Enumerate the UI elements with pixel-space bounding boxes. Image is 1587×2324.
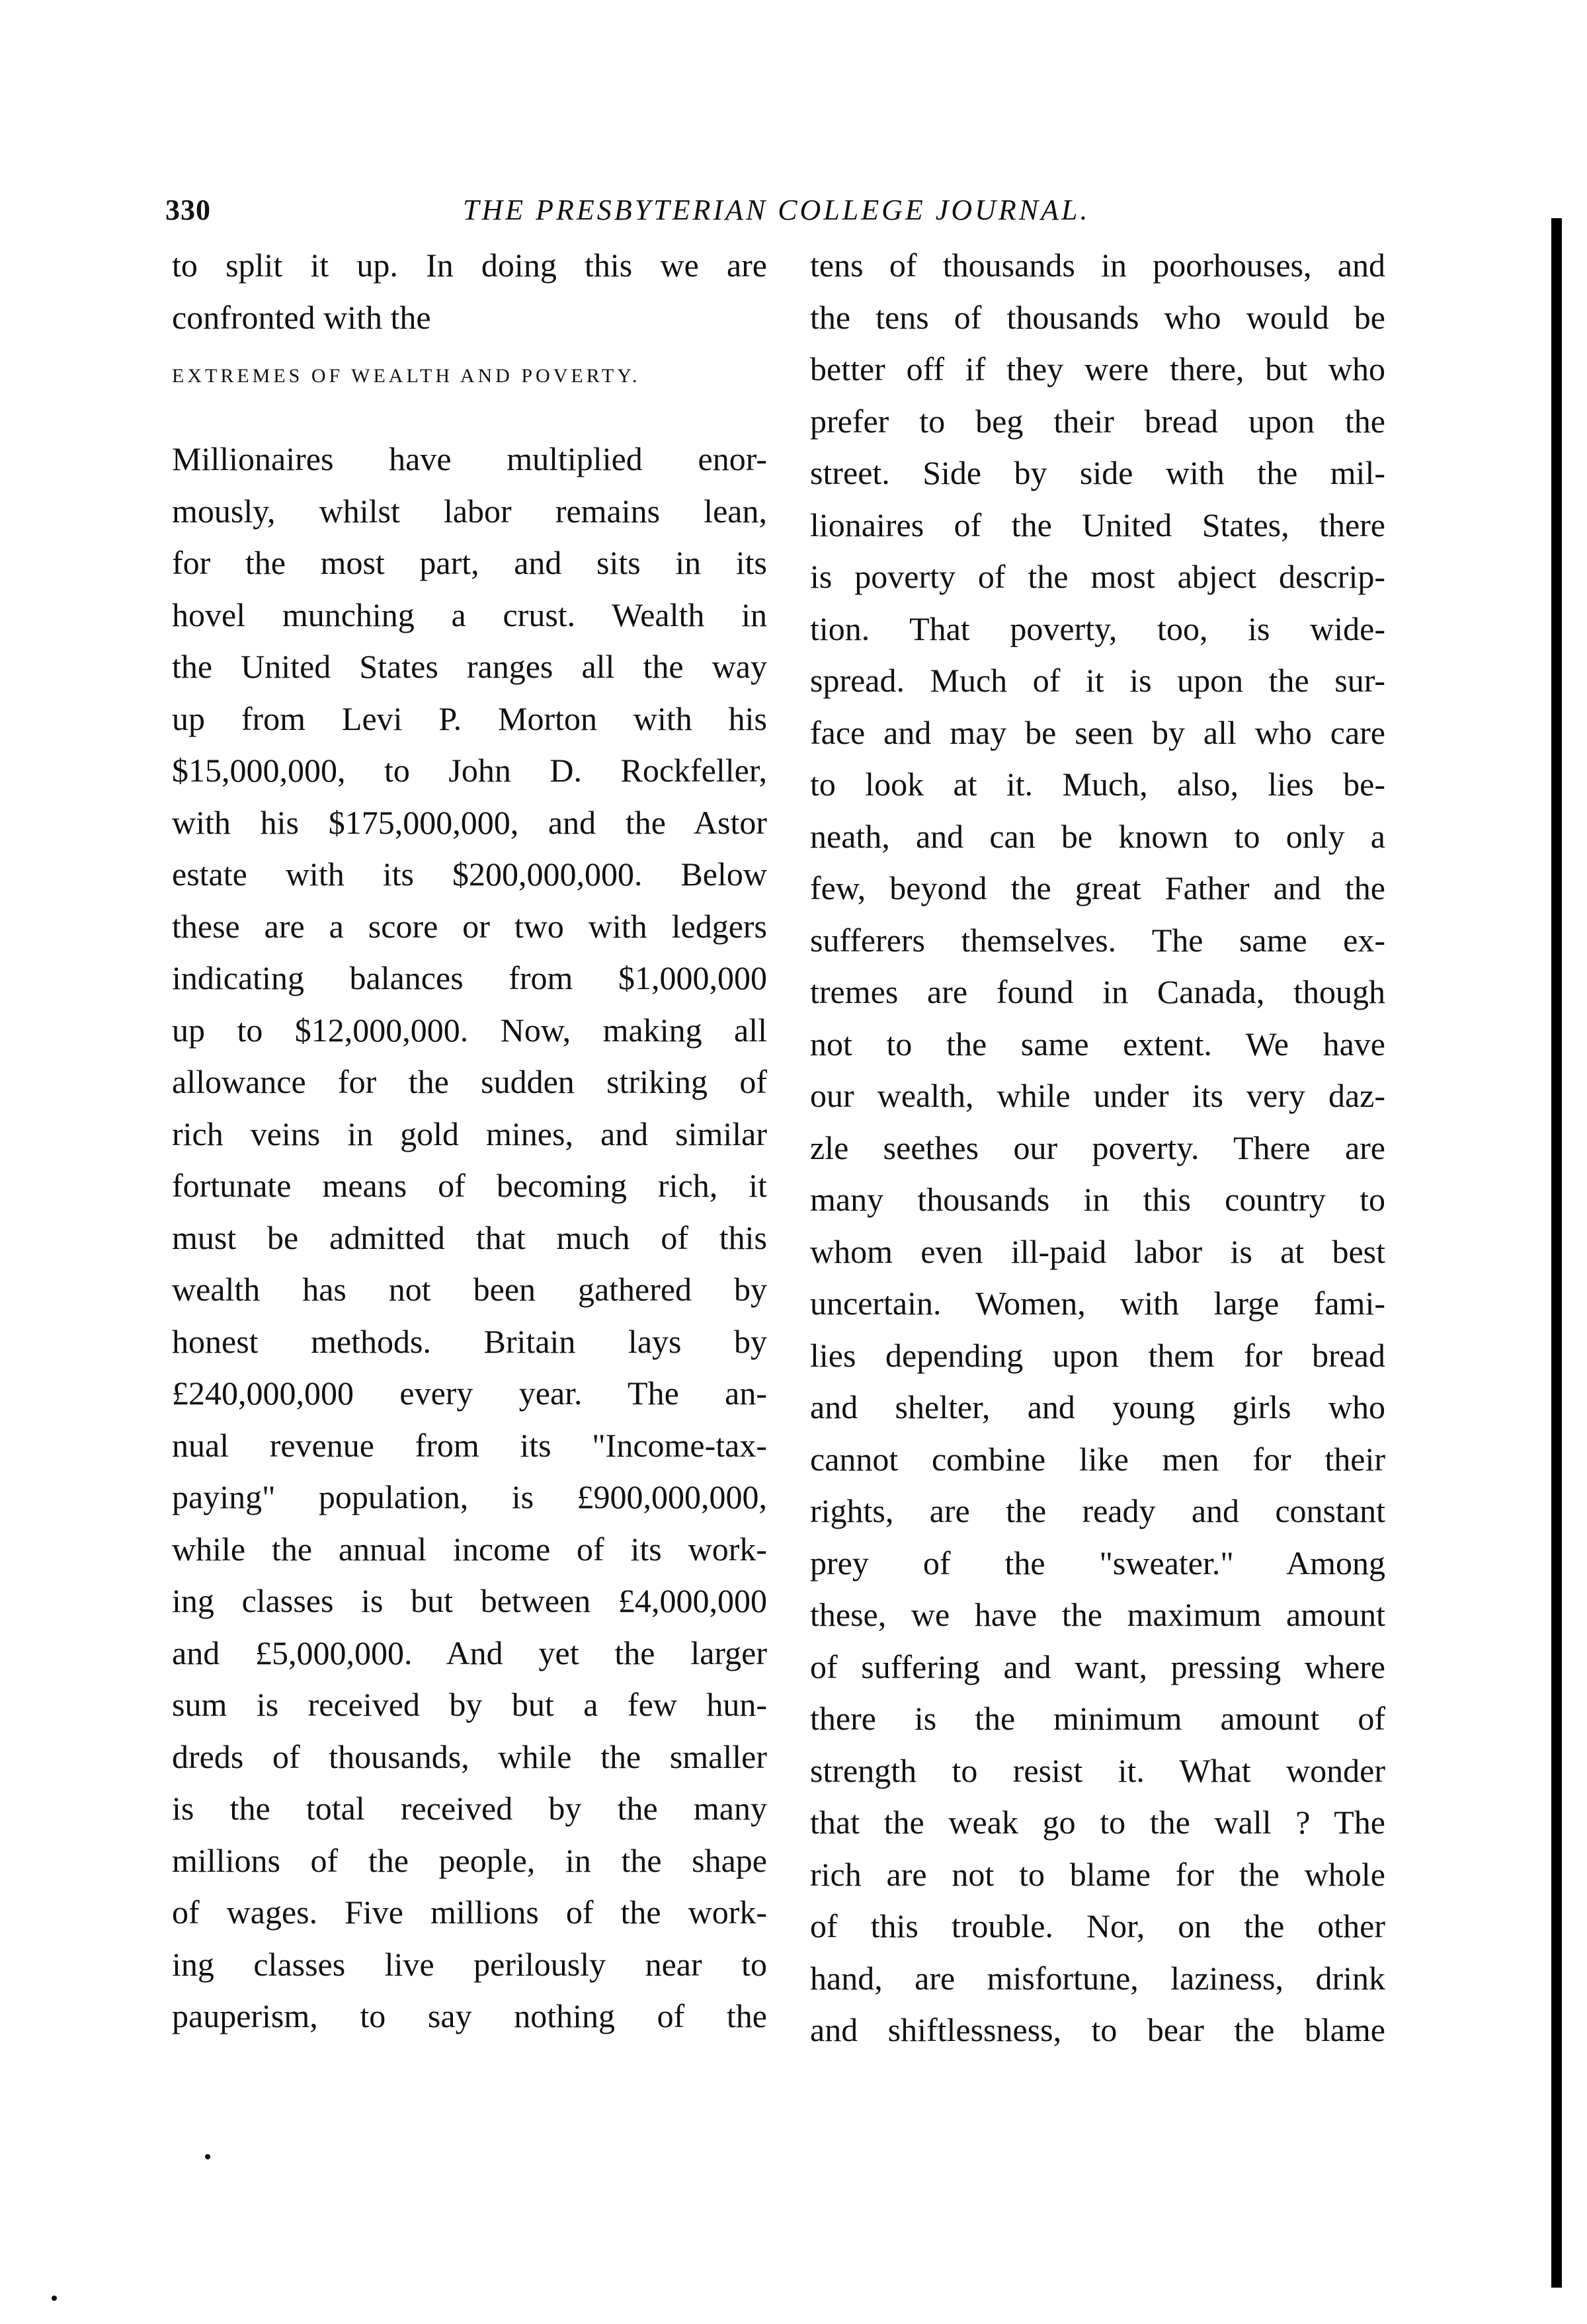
text-line: lionaires of the United States, there	[810, 506, 1385, 543]
text-line: and shiftlessness, to bear the blame	[810, 2011, 1385, 2048]
text-line: tion. That poverty, too, is wide-	[810, 610, 1385, 647]
text-line: while the annual income of its work-	[172, 1530, 767, 1568]
text-line: rich veins in gold mines, and similar	[172, 1115, 767, 1152]
left-column	[172, 239, 767, 2042]
text-line: sufferers themselves. The same ex-	[810, 921, 1385, 959]
text-line: fortunate means of becoming rich, it	[172, 1167, 767, 1204]
text-line: cannot combine like men for their	[810, 1440, 1385, 1478]
text-line: indicating balances from $1,000,000	[172, 959, 767, 996]
text-line: neath, and can be known to only a	[810, 817, 1385, 855]
text-line: of suffering and want, pressing where	[810, 1648, 1385, 1685]
text-line: for the most part, and sits in its	[172, 544, 767, 581]
right-column	[810, 239, 1385, 2056]
text-line: many thousands in this country to	[810, 1181, 1385, 1218]
text-line: $15,000,000, to John D. Rockfeller,	[172, 752, 767, 789]
text-line: rich are not to blame for the whole	[810, 1855, 1385, 1893]
text-line: lies depending upon them for bread	[810, 1336, 1385, 1374]
text-line: hand, are misfortune, laziness, drink	[810, 1959, 1385, 1997]
text-line: tens of thousands in poorhouses, and	[810, 247, 1385, 284]
text-line: these, we have the maximum amount	[810, 1596, 1385, 1633]
scan-speck	[52, 2296, 57, 2301]
text-line: paying" population, is £900,000,000,	[172, 1478, 767, 1515]
scan-edge-bar	[1551, 218, 1562, 2288]
text-line: up to $12,000,000. Now, making all	[172, 1011, 767, 1049]
text-line: face and may be seen by all who care	[810, 713, 1385, 751]
text-line: prefer to beg their bread upon the	[810, 402, 1385, 440]
text-line: to look at it. Much, also, lies be-	[810, 766, 1385, 803]
text-line: not to the same extent. We have	[810, 1025, 1385, 1062]
text-line: of this trouble. Nor, on the other	[810, 1907, 1385, 1944]
text-line: is poverty of the most abject descrip-	[810, 558, 1385, 595]
text-line: prey of the "sweater." Among	[810, 1544, 1385, 1582]
text-line: few, beyond the great Father and the	[810, 869, 1385, 906]
text-line: tremes are found in Canada, though	[810, 973, 1385, 1010]
text-line: our wealth, while under its very daz-	[810, 1077, 1385, 1114]
text-line: dreds of thousands, while the smaller	[172, 1738, 767, 1775]
text-line: and shelter, and young girls who	[810, 1388, 1385, 1425]
text-line: confronted with the	[172, 298, 431, 336]
text-line: the United States ranges all the way	[172, 648, 767, 685]
text-line: spread. Much of it is upon the sur-	[810, 662, 1385, 699]
text-line: strength to resist it. What wonder	[810, 1751, 1385, 1789]
text-line: pauperism, to say nothing of the	[172, 1997, 767, 2034]
text-line: millions of the people, in the shape	[172, 1841, 767, 1879]
text-line: ing classes is but between £4,000,000	[172, 1582, 767, 1619]
text-line: honest methods. Britain lays by	[172, 1322, 767, 1360]
text-line: is the total received by the many	[172, 1790, 767, 1827]
text-line: of wages. Five millions of the work-	[172, 1894, 767, 1931]
text-line: Millionaires have multiplied enor-	[172, 440, 767, 477]
text-line: there is the minimum amount of	[810, 1700, 1385, 1737]
text-line: better off if they were there, but who	[810, 350, 1385, 387]
section-heading: EXTREMES OF WEALTH AND POVERTY.	[172, 365, 641, 387]
text-line: rights, are the ready and constant	[810, 1492, 1385, 1529]
text-line: wealth has not been gathered by	[172, 1271, 767, 1308]
text-line: ing classes live perilously near to	[172, 1945, 767, 1983]
text-line: £240,000,000 every year. The an-	[172, 1375, 767, 1412]
text-line: street. Side by side with the mil-	[810, 454, 1385, 491]
text-line: mously, whilst labor remains lean,	[172, 492, 767, 530]
text-line: and £5,000,000. And yet the larger	[172, 1634, 767, 1671]
text-line: hovel munching a crust. Wealth in	[172, 596, 767, 633]
text-line: up from Levi P. Morton with his	[172, 700, 767, 737]
running-title: THE PRESBYTERIAN COLLEGE JOURNAL.	[463, 194, 1090, 226]
text-line: that the weak go to the wall ? The	[810, 1804, 1385, 1841]
text-line: these are a score or two with ledgers	[172, 907, 767, 945]
page-number: 330	[165, 194, 211, 226]
text-line: whom even ill-paid labor is at best	[810, 1232, 1385, 1270]
scan-speck	[205, 2154, 210, 2159]
text-line: uncertain. Women, with large fami-	[810, 1285, 1385, 1322]
left-body	[172, 433, 767, 2042]
text-line: to split it up. In doing this we are	[172, 247, 767, 284]
text-line: sum is received by but a few hun-	[172, 1686, 767, 1723]
text-line: nual revenue from its "Income-tax-	[172, 1426, 767, 1464]
text-line: the tens of thousands who would be	[810, 298, 1385, 336]
spacer	[172, 409, 767, 433]
text-line: estate with its $200,000,000. Below	[172, 856, 767, 893]
text-line: allowance for the sudden striking of	[172, 1063, 767, 1100]
text-line: must be admitted that much of this	[172, 1219, 767, 1256]
text-line: with his $175,000,000, and the Astor	[172, 803, 767, 841]
text-line: zle seethes our poverty. There are	[810, 1129, 1385, 1166]
